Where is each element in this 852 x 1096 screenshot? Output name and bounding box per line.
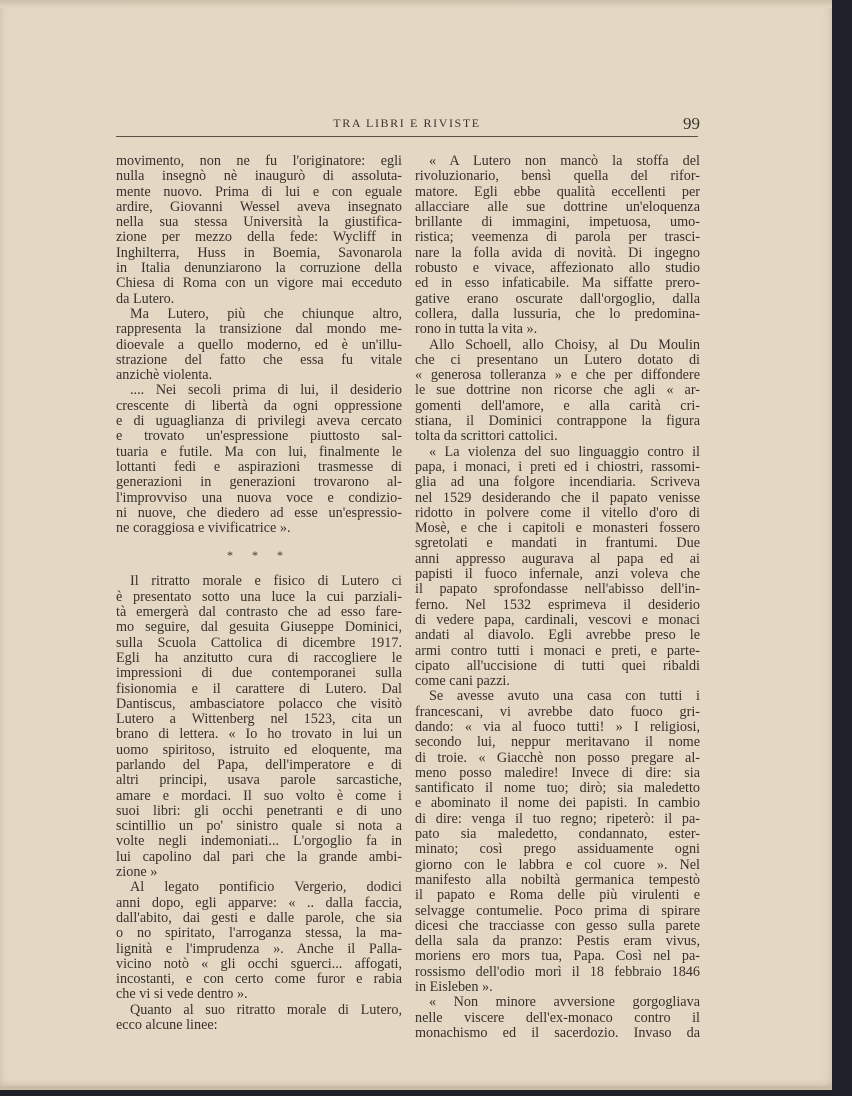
text-line: Se avesse avuto una casa con tutti i bbox=[429, 689, 700, 705]
running-title: TRA LIBRI E RIVISTE bbox=[333, 116, 481, 130]
text-line: rivoluzionario, bensì quella del rifor- bbox=[415, 169, 700, 185]
text-line: da Lutero. bbox=[116, 291, 175, 307]
text-line: collera, dalla lussuria, che lo predomina- bbox=[415, 306, 700, 322]
text-line: zione » bbox=[116, 865, 158, 881]
text-line: nella sua stessa Università la giustifica- bbox=[116, 215, 402, 231]
text-line: allacciare alle sue dottrine un'eloquenza bbox=[415, 199, 700, 215]
text-line: o no spiritato, l'arroganza stessa, la ma- bbox=[116, 926, 402, 942]
text-line: nare la folla avida di novità. Di ingegno bbox=[415, 245, 700, 261]
text-line: di troie. « Giacchè non posso pregare al- bbox=[415, 750, 700, 766]
text-line: fisionomia e il carattere di Lutero. Dal bbox=[116, 681, 402, 697]
text-line: minato; così prego assiduamente ogni bbox=[415, 842, 700, 858]
text-line: rono in tutta la vita ». bbox=[415, 322, 538, 338]
text-line: armi contro tutti i monaci e preti, e parte- bbox=[415, 643, 700, 659]
text-line: che vi si vede dentro ». bbox=[116, 987, 248, 1003]
text-line: ne coraggiosa e vivificatrice ». bbox=[116, 521, 291, 537]
text-line: della sala da pranzo: Pestis eram vivus, bbox=[415, 934, 700, 950]
text-line: sgretolati e mandati in frantumi. Due bbox=[415, 536, 700, 552]
text-line: matore. Egli ebbe qualità eccellenti per bbox=[415, 184, 700, 200]
text-line: anni appresso augurava al papa ed ai bbox=[415, 551, 700, 567]
text-line: ridotto in polvere come il vitello d'oro di bbox=[415, 505, 700, 521]
text-line: incostanti, e con certo come furor e rabia bbox=[116, 972, 402, 988]
text-line: Chiesa di Roma con un vigore mai ecceduto bbox=[116, 276, 402, 292]
text-line: « Non minore avversione gorgogliava bbox=[429, 995, 700, 1011]
text-line: nelle viscere dell'ex-monaco contro il bbox=[415, 1010, 700, 1026]
text-line: ed in esso infaticabile. Ma siffatte prero- bbox=[415, 276, 700, 292]
text-line: che ci presentano un Lutero dotato di bbox=[415, 352, 700, 368]
text-line: rossismo dell'odio morì il 18 febbraio 1846 bbox=[415, 964, 700, 980]
text-line: sulla Scuola Cattolica di dicembre 1917. bbox=[116, 635, 402, 651]
text-line: moriens ero mors tua, Papa. Così nel pa- bbox=[415, 949, 700, 965]
page-bottom-edge bbox=[0, 1086, 838, 1090]
text-line: .... Nei secoli prima di lui, il desiderio bbox=[130, 383, 402, 399]
text-line: lignità e l'imprudenza ». Anche il Palla- bbox=[116, 941, 402, 957]
text-line: robusto e vivace, affezionato allo studio bbox=[415, 261, 700, 277]
text-line: rappresenta la transizione dal mondo me- bbox=[116, 322, 402, 338]
text-line: e abominato il nome dei papisti. In cambio bbox=[415, 796, 700, 812]
text-line: ecco alcune linee: bbox=[116, 1018, 218, 1034]
text-line: tuaria e futile. Ma con lui, finalmente le bbox=[116, 444, 402, 460]
text-line: anni dopo, egli apparve: « .. dalla faccia, bbox=[116, 895, 402, 911]
text-line: tolta da scrittori cattolici. bbox=[415, 429, 558, 445]
text-line: l'improvviso una nuova voce e condizio- bbox=[116, 490, 402, 506]
text-line: Quanto al suo ritratto morale di Lutero, bbox=[130, 1002, 402, 1018]
text-line: in Eisleben ». bbox=[415, 980, 493, 996]
text-line: lui capolino dal pari che la grande ambi- bbox=[116, 849, 402, 865]
text-line: volte negli indemoniati... L'orgoglio fa in bbox=[116, 834, 402, 850]
text-line: generazioni in generazioni trovarono al- bbox=[116, 475, 402, 491]
text-line: come cani pazzi. bbox=[415, 674, 510, 690]
text-line: Lutero a Wittenberg nel 1523, cita un bbox=[116, 712, 402, 728]
text-line: lottanti fedi e aspirazioni trasmesse di bbox=[116, 459, 402, 475]
text-line: cipato all'uccisione di tutti quei ribaldi bbox=[415, 658, 700, 674]
right-column bbox=[415, 154, 700, 1041]
text-line: nulla insegnò nè inaugurò di assoluta- bbox=[116, 169, 402, 185]
text-line: scintillio un po' sinistro quale si nota a bbox=[116, 819, 402, 835]
text-line: zione per mezzo della fede: Wycliff in bbox=[116, 230, 402, 246]
text-line: nel 1529 desiderando che il papato venisse bbox=[415, 490, 700, 506]
text-line: santificato il nome tuo; dirò; sia maledetto bbox=[415, 781, 700, 797]
text-line: Mosè, e che i capitoli e monasteri fossero bbox=[415, 521, 700, 537]
page-number: 99 bbox=[683, 114, 700, 133]
text-line: di vedere papa, cardinali, vescovi e monaci bbox=[415, 612, 700, 628]
text-line: Ma Lutero, più che chiunque altro, bbox=[130, 306, 402, 322]
section-separator: * * * bbox=[227, 548, 291, 563]
text-line: papisti il fuoco infernale, anzi voleva che bbox=[415, 567, 700, 583]
text-line: il papato sprofondasse nell'abisso dell'in- bbox=[415, 582, 700, 598]
text-line: andati al diavolo. Egli avrebbe preso le bbox=[415, 628, 700, 644]
text-line: Egli ha anzitutto cura di raccogliere le bbox=[116, 650, 402, 666]
text-line: meno posso maledire! Invece di dire: sia bbox=[415, 765, 700, 781]
text-line: movimento, non ne fu l'originatore: egli bbox=[116, 154, 402, 169]
text-line: e di uguaglianza di privilegi aveva cercato bbox=[116, 414, 402, 430]
left-column bbox=[116, 154, 402, 1033]
text-line: Inghilterra, Huss in Boemia, Savonarola bbox=[116, 245, 402, 261]
text-line: mente nuovo. Prima di lui e con eguale bbox=[116, 184, 402, 200]
text-line: ristica; veemenza di parola per trasci- bbox=[415, 230, 700, 246]
text-line: crescente di libertà da ogni oppressione bbox=[116, 398, 402, 414]
text-line: pato sia maledetto, condannato, ester- bbox=[415, 827, 700, 843]
text-line: brillante di immagini, impetuosa, umo- bbox=[415, 215, 700, 231]
text-line: strazione del fatto che essa fu vitale bbox=[116, 352, 402, 368]
text-line: uomo spiritoso, istruito ed eloquente, ma bbox=[116, 742, 402, 758]
text-line: manifesto alla nobiltà germanica tempestò bbox=[415, 872, 700, 888]
text-line: ferno. Nel 1532 esprimeva il desiderio bbox=[415, 597, 700, 613]
text-line: papa, i monaci, i preti ed i chiostri, rassomi- bbox=[415, 459, 700, 475]
background-edge bbox=[832, 0, 852, 1096]
text-line: « La violenza del suo linguaggio contro il bbox=[429, 444, 700, 460]
text-line: gomenti dell'amore, e alla carità cri- bbox=[415, 398, 700, 414]
text-line: ardire, Giovanni Wessel aveva insegnato bbox=[116, 199, 402, 215]
text-line: e trovato un'espressione piuttosto sal- bbox=[116, 429, 402, 445]
text-line: francescani, vi avrebbe dato fuoco gri- bbox=[415, 704, 700, 720]
text-line: « A Lutero non mancò la stoffa del bbox=[429, 154, 700, 169]
text-line: « generosa tolleranza » e che per diffondere bbox=[415, 368, 700, 384]
text-line: gative erano oscurate dall'orgoglio, dalla bbox=[415, 291, 700, 307]
text-line: selvagge contumelie. Poco prima di spirare bbox=[415, 903, 700, 919]
text-line: vicino notò « gli occhi sguerci... affogati, bbox=[116, 956, 402, 972]
text-line: suoi libri: gli occhi penetranti e di uno bbox=[116, 803, 402, 819]
text-line: Allo Schoell, allo Choisy, al Du Moulin bbox=[429, 337, 700, 353]
text-line: glia ad una folgore incendiaria. Scriveva bbox=[415, 475, 700, 491]
text-line: impressioni di due contemporanei sulla bbox=[116, 666, 402, 682]
text-line: dall'abito, dai gesti e dalle parole, che sia bbox=[116, 910, 402, 926]
text-line: monachismo ed il sacerdozio. Invaso da bbox=[415, 1025, 700, 1041]
text-line: amare e mordaci. Il suo volto è come i bbox=[116, 788, 402, 804]
text-line: brano di lettera. « Io ho trovato in lui un bbox=[116, 727, 402, 743]
text-line: giorno con le labbra e col cuore ». Nel bbox=[415, 857, 700, 873]
text-line: altri principi, usava parole sarcastiche, bbox=[116, 773, 402, 789]
text-line: è presentato sotto una luce la cui parziali- bbox=[116, 589, 402, 605]
text-line: mo seguire, dal gesuita Giuseppe Dominici, bbox=[116, 620, 402, 636]
page-header bbox=[116, 114, 698, 137]
text-line: anzichè violenta. bbox=[116, 368, 213, 384]
text-line: tà emergerà dal contrasto che ad esso fare- bbox=[116, 605, 402, 621]
page-top-edge bbox=[0, 0, 838, 8]
text-line: parlando del Papa, dell'imperatore e di bbox=[116, 757, 402, 773]
text-line: ni nuove, che diedero ad esse un'espressio- bbox=[116, 505, 402, 521]
text-line: di dire: venga il tuo regno; ripeterò: il pa- bbox=[415, 811, 700, 827]
text-line: Al legato pontificio Vergerio, dodici bbox=[130, 880, 402, 896]
text-line: in Italia denunziarono la corruzione della bbox=[116, 261, 402, 277]
text-line: secondo lui, neppur meritavano il nome bbox=[415, 735, 700, 751]
text-line: dicesi che tracciasse con gesso sulla parete bbox=[415, 918, 700, 934]
text-line: le sue dottrine non ricorse che agli « ar- bbox=[415, 383, 700, 399]
text-line: stiana, il Dominici contrappone la figura bbox=[415, 414, 700, 430]
text-line: dioevale a quello moderno, ed è un'illu- bbox=[116, 337, 402, 353]
text-line: Dantiscus, ambasciatore polacco che visitò bbox=[116, 696, 402, 712]
text-line: il papato e Roma delle più virulenti e bbox=[415, 888, 700, 904]
text-line: dando: « via al fuoco tutti! » I religiosi, bbox=[415, 719, 700, 735]
text-line: Il ritratto morale e fisico di Lutero ci bbox=[130, 574, 402, 590]
